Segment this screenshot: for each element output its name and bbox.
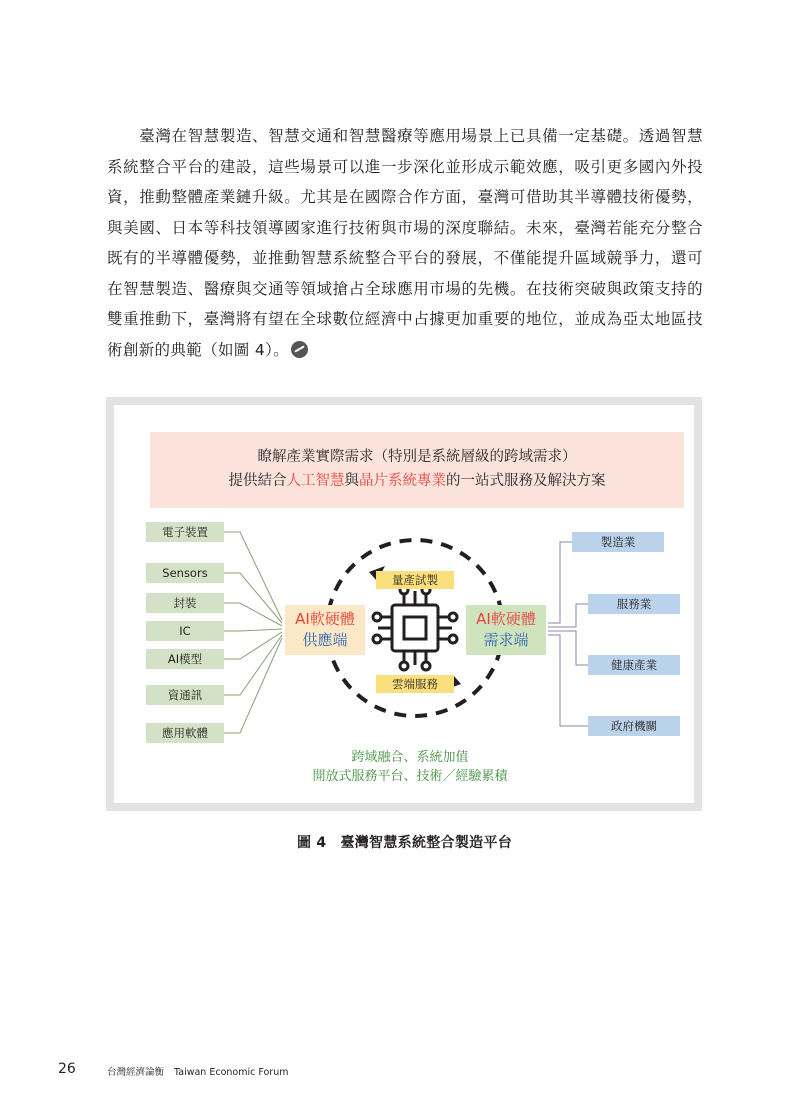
supply-item: 應用軟體 xyxy=(146,723,224,743)
figure-canvas xyxy=(114,405,694,803)
demand-hub: AI軟硬體 需求端 xyxy=(466,605,546,655)
figure-title: 臺灣智慧系統整合製造平台 xyxy=(340,835,513,851)
figure-summary: 跨域融合、系統加值 開放式服務平台、技術／經驗累積 xyxy=(312,750,508,784)
demand-item: 政府機關 xyxy=(588,716,680,736)
end-of-article-icon xyxy=(291,341,308,358)
figure-number: 圖 4 xyxy=(296,835,327,851)
banner-line-2: 提供結合人工智慧與晶片系統專業的一站式服務及解決方案 xyxy=(228,473,606,489)
supply-item: IC xyxy=(146,621,224,641)
demand-item: 製造業 xyxy=(572,532,664,552)
supply-item: 資通訊 xyxy=(146,685,224,705)
publication-name: 台灣經濟論衡 Taiwan Economic Forum xyxy=(107,1067,289,1078)
supply-hub: AI軟硬體 供應端 xyxy=(285,605,365,655)
process-bottom-label: 雲端服務 xyxy=(376,675,454,693)
chip-icon xyxy=(373,586,457,670)
supply-item: 電子裝置 xyxy=(146,522,224,542)
supply-item: Sensors xyxy=(146,563,224,583)
demand-item: 服務業 xyxy=(588,594,680,614)
demand-item: 健康產業 xyxy=(588,655,680,675)
supply-item: 封裝 xyxy=(146,593,224,613)
body-paragraph: 臺灣在智慧製造、智慧交通和智慧醫療等應用場景上已具備一定基礎。透過智慧系統整合平台的建設，這些場景可以進一步深化並形成示範效應，吸引更多國內外投資，推動整體產業鏈升級。尤其是在國際合作方面，臺灣可借助其半導體技術優勢，與美國、日本等科技領導國家進行技術與市場的深度聯結。未來，臺灣若能充分整合既有的半導體優勢，並推動智慧系統整合平台的發展，不僅能提升區域競爭力，還可在智慧製造、醫療與交通等領域搶占全球應用市場的先機。在技術突破與政策支持的雙重推動下，臺灣將有望在全球數位經濟中占據更加重要的地位，並成為亞太地區技術創新的典範（如圖 4）。 xyxy=(107,127,703,359)
process-top-label: 量產試製 xyxy=(376,571,454,589)
figure-frame xyxy=(106,397,702,811)
page-number: 26 xyxy=(58,1061,76,1077)
figure-caption xyxy=(0,832,809,852)
banner-line-1: 瞭解產業實際需求（特別是系統層級的跨域需求） xyxy=(257,449,577,465)
supply-item: AI模型 xyxy=(146,649,224,669)
